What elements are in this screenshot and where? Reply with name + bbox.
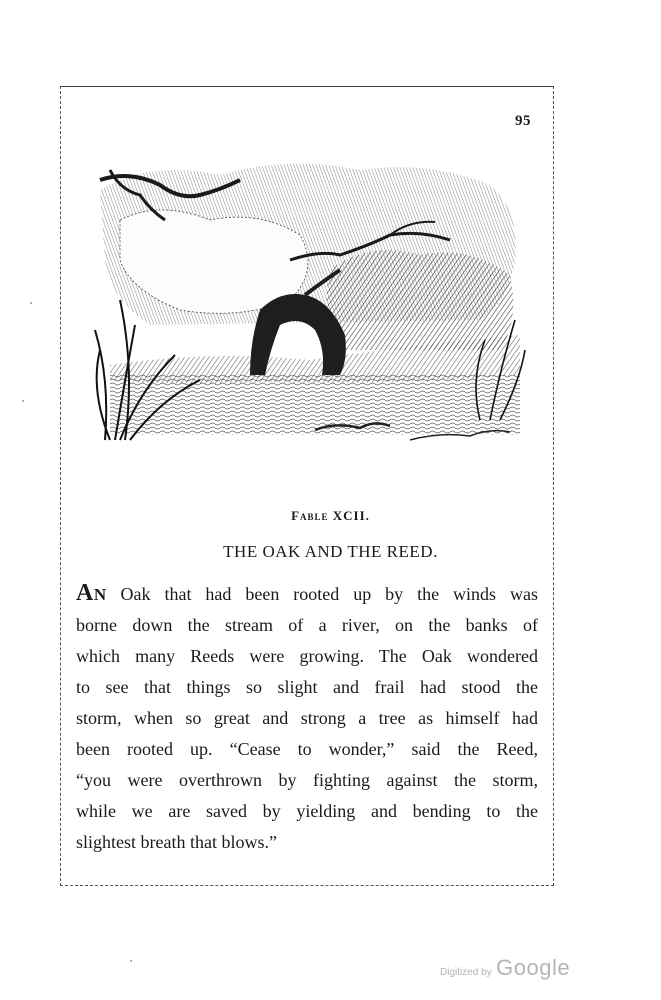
oak-reed-illustration <box>90 150 530 450</box>
scan-speck <box>130 960 132 962</box>
watermark-brand: Google <box>496 955 571 980</box>
fable-line: slightest breath that blows.” <box>76 832 277 852</box>
fable-line: An Oak that had been rooted up by the winds was <box>76 580 538 606</box>
fable-number: Fable XCII. <box>291 508 370 523</box>
scan-speck <box>30 302 32 304</box>
fable-line: while we are saved by yielding and bending to the <box>76 801 538 821</box>
fable-line: “you were overthrown by fighting against the storm, <box>76 770 538 790</box>
fable-line: to see that things so slight and frail had stood the <box>76 677 538 697</box>
fable-line: borne down the stream of a river, on the banks of <box>76 615 538 635</box>
page-number: 95 <box>515 113 531 129</box>
fable-text <box>76 578 538 858</box>
fable-line: storm, when so great and strong a tree as himself had <box>76 708 538 728</box>
watermark-prefix: Digitized by <box>440 967 492 978</box>
digitized-watermark <box>440 955 570 981</box>
fable-line: been rooted up. “Cease to wonder,” said the Reed, <box>76 739 538 759</box>
fable-title: THE OAK AND THE REED. <box>223 542 438 561</box>
drop-word: An <box>76 580 107 606</box>
scan-speck <box>22 400 24 402</box>
fable-line: which many Reeds were growing. The Oak wondered <box>76 646 538 666</box>
